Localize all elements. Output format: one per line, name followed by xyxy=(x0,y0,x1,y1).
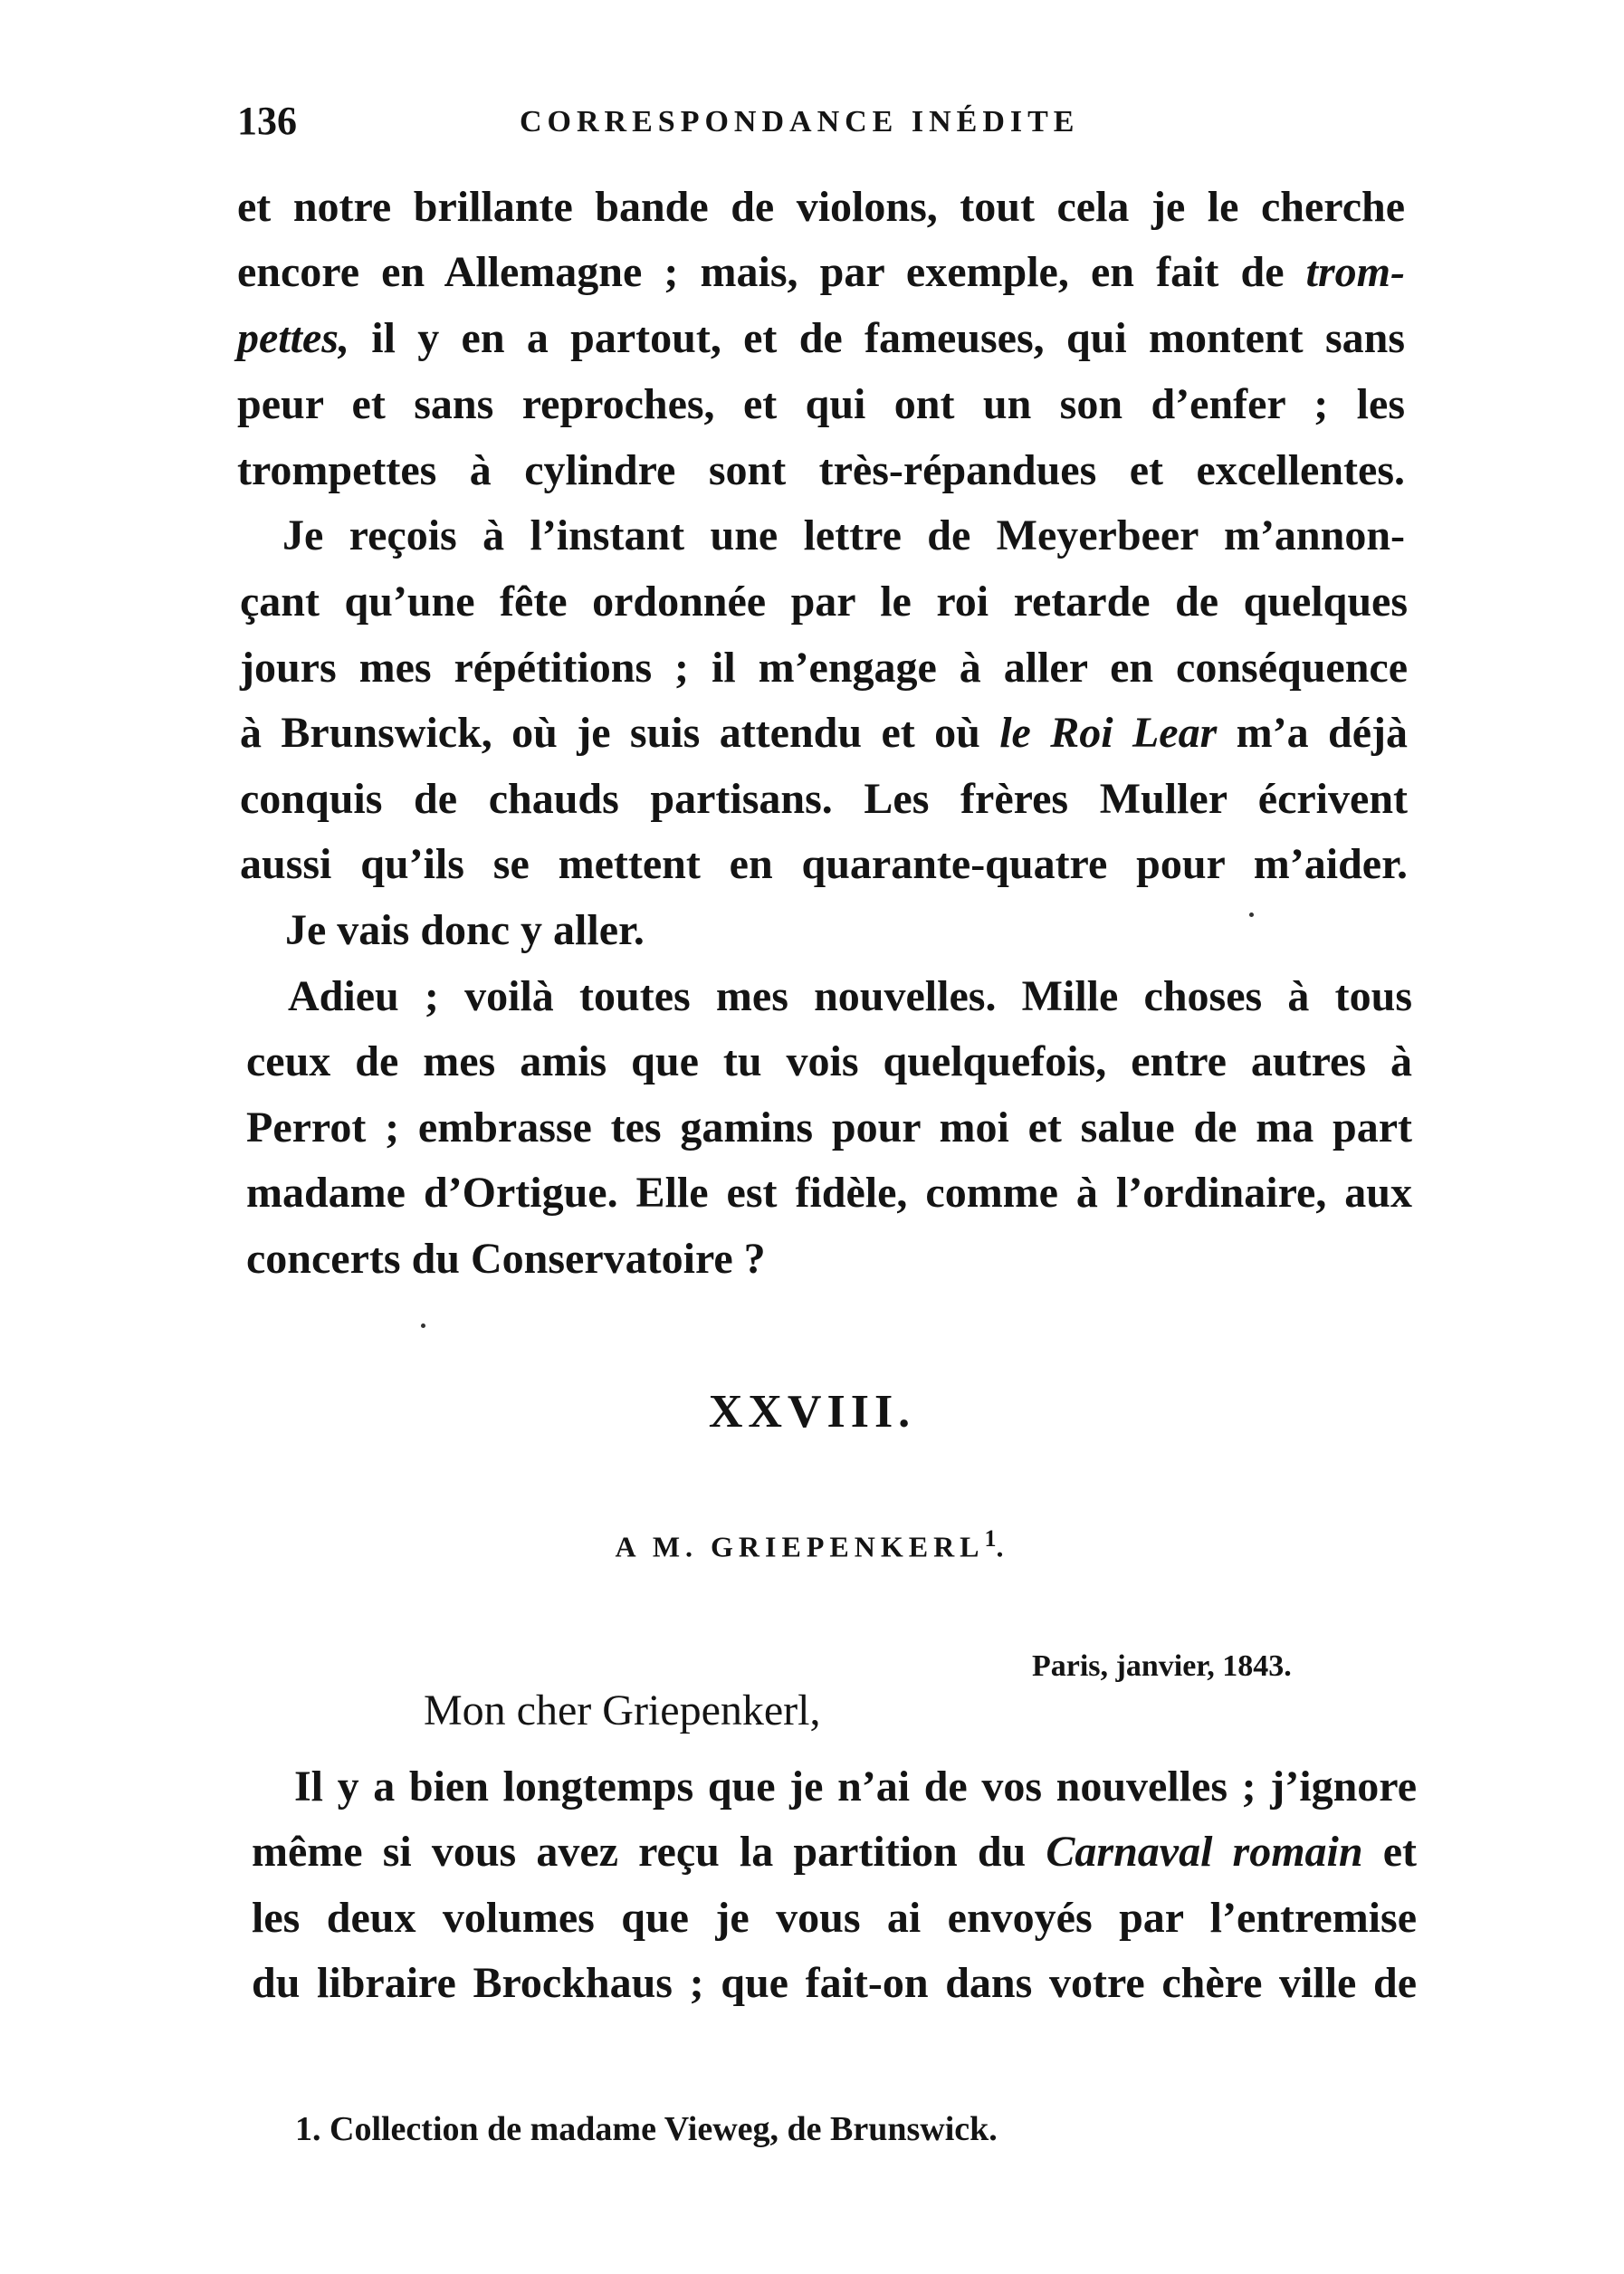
text-line: peur et sans reproches, et qui ont un son d’enfer ; les xyxy=(237,380,1405,428)
text-line: encore en Allemagne ; mais, par exemple, en fait de trom- xyxy=(237,248,1405,296)
print-speck xyxy=(421,1323,425,1328)
text-line: trompettes à cylindre sont très-répandues et excellentes. xyxy=(237,446,1405,494)
text-line: les deux volumes que je vous ai envoyés par l’entremise xyxy=(252,1894,1417,1942)
text-line: conquis de chauds partisans. Les frères Muller écrivent xyxy=(240,775,1408,823)
text-line: madame d’Ortigue. Elle est fidèle, comme à l’ordinaire, aux xyxy=(246,1169,1412,1217)
text-line: du libraire Brockhaus ; que fait-on dans votre chère ville de xyxy=(252,1959,1417,2007)
footnote: 1. Collection de madame Vieweg, de Brunswick. xyxy=(295,2110,998,2148)
letter-dateline: Paris, janvier, 1843. xyxy=(1032,1649,1292,1683)
text-line: Je vais donc y aller. xyxy=(285,906,645,954)
text-line: çant qu’une fête ordonnée par le roi retarde de quelques xyxy=(240,578,1408,626)
footnote-marker: 1 xyxy=(984,1525,997,1552)
text-line: pettes, il y en a partout, et de fameuses, qui montent sans xyxy=(237,314,1405,362)
text-line: et notre brillante bande de violons, tout cela je le cherche xyxy=(237,183,1405,231)
page-header xyxy=(237,98,1414,152)
chapter-heading: XXVIII. xyxy=(708,1386,916,1438)
text-line: Il y a bien longtemps que je n’ai de vos nouvelles ; j’ignore xyxy=(294,1763,1417,1811)
letter-recipient: A M. GRIEPENKERL$^1$. xyxy=(615,1525,1009,1563)
running-title: CORRESPONDANCE INÉDITE xyxy=(520,105,1080,139)
print-speck xyxy=(1249,912,1254,917)
letter-salutation: Mon cher Griepenkerl, xyxy=(424,1686,821,1734)
text-line: concerts du Conservatoire ? xyxy=(246,1235,766,1283)
page-number: 136 xyxy=(237,99,297,143)
text-line: à Brunswick, où je suis attendu et où le Roi Lear m’a déjà xyxy=(240,709,1409,757)
text-line: Je reçois à l’instant une lettre de Meyerbeer m’annon- xyxy=(282,511,1405,559)
text-line: aussi qu’ils se mettent en quarante-quatre pour m’aider. xyxy=(240,840,1408,888)
text-line: Perrot ; embrasse tes gamins pour moi et salue de ma part xyxy=(246,1104,1412,1151)
text-line: jours mes répétitions ; il m’engage à aller en conséquence xyxy=(240,644,1408,692)
text-line: même si vous avez reçu la partition du Carnaval romain et xyxy=(252,1828,1417,1876)
text-line: ceux de mes amis que tu vois quelquefois, entre autres à xyxy=(246,1037,1412,1085)
text-line: Adieu ; voilà toutes mes nouvelles. Mille choses à tous xyxy=(288,972,1412,1020)
